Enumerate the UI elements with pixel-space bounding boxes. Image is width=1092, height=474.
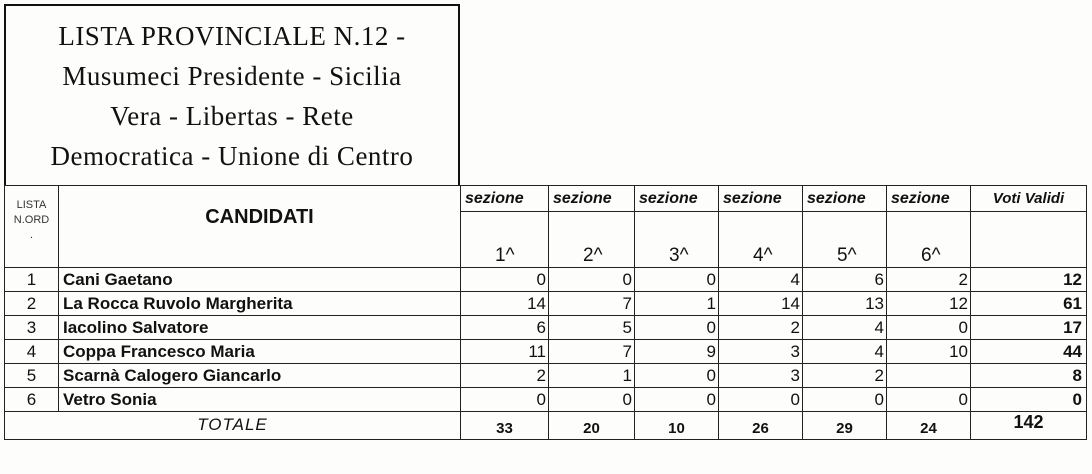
- sez-cell: 2: [461, 364, 549, 388]
- dot-label: .: [29, 229, 34, 241]
- lista-header: [5, 186, 59, 268]
- sez-cell: 3: [719, 340, 803, 364]
- voti-cell: 17: [971, 316, 1087, 340]
- title-line-4: Democratica - Unione di Centro: [50, 140, 414, 171]
- sez-cell: 3: [719, 364, 803, 388]
- voti-cell: 61: [971, 292, 1087, 316]
- sezione-number-6: 6^: [887, 212, 971, 268]
- totale-cell: 10: [635, 412, 719, 440]
- sez-cell: 7: [549, 340, 635, 364]
- row-ord: 6: [5, 388, 59, 412]
- totale-cell: 33: [461, 412, 549, 440]
- sezione-header-3: sezione: [635, 186, 719, 212]
- sez-cell: 1: [635, 292, 719, 316]
- sezione-header-5: sezione: [803, 186, 887, 212]
- sezione-header-6: sezione: [887, 186, 971, 212]
- candidate-name: La Rocca Ruvolo Margherita: [59, 292, 461, 316]
- totale-row: [5, 412, 1087, 440]
- row-ord: 3: [5, 316, 59, 340]
- totale-cell: 24: [887, 412, 971, 440]
- sezione-number-5: 5^: [803, 212, 887, 268]
- candidati-header: CANDIDATI: [59, 186, 461, 268]
- title-line-3: Vera - Libertas - Rete: [110, 100, 354, 131]
- sez-cell: 5: [549, 316, 635, 340]
- voti-cell: 8: [971, 364, 1087, 388]
- candidate-name: Iacolino Salvatore: [59, 316, 461, 340]
- candidate-name: Coppa Francesco Maria: [59, 340, 461, 364]
- sez-cell: 2: [887, 268, 971, 292]
- table-row: [5, 316, 1087, 340]
- sez-cell: 0: [549, 388, 635, 412]
- sezione-number-1: 1^: [461, 212, 549, 268]
- sez-cell: 7: [549, 292, 635, 316]
- sez-cell: 0: [635, 268, 719, 292]
- totale-label: TOTALE: [5, 412, 461, 440]
- candidate-name: Cani Gaetano: [59, 268, 461, 292]
- title-line-1: LISTA PROVINCIALE N.12 -: [58, 20, 406, 51]
- voti-validi-header: Voti Validi: [971, 186, 1087, 212]
- sez-cell: 4: [803, 316, 887, 340]
- candidate-name: Vetro Sonia: [59, 388, 461, 412]
- sez-cell: [887, 364, 971, 388]
- results-table: [4, 185, 1087, 440]
- sez-cell: 12: [887, 292, 971, 316]
- sez-cell: 0: [803, 388, 887, 412]
- sez-cell: 4: [719, 268, 803, 292]
- sezione-header-2: sezione: [549, 186, 635, 212]
- candidate-name: Scarnà Calogero Giancarlo: [59, 364, 461, 388]
- row-ord: 1: [5, 268, 59, 292]
- sezione-number-2: 2^: [549, 212, 635, 268]
- sez-cell: 13: [803, 292, 887, 316]
- sezione-header-1: sezione: [461, 186, 549, 212]
- sez-cell: 2: [803, 364, 887, 388]
- sezione-header-4: sezione: [719, 186, 803, 212]
- row-ord: 2: [5, 292, 59, 316]
- totale-cell: 20: [549, 412, 635, 440]
- sez-cell: 0: [461, 268, 549, 292]
- sez-cell: 6: [803, 268, 887, 292]
- sez-cell: 14: [461, 292, 549, 316]
- table-row: [5, 292, 1087, 316]
- voti-cell: 12: [971, 268, 1087, 292]
- table-row: [5, 388, 1087, 412]
- sez-cell: 1: [549, 364, 635, 388]
- lista-label: LISTA: [16, 199, 47, 211]
- sez-cell: 6: [461, 316, 549, 340]
- voti-cell: 44: [971, 340, 1087, 364]
- sez-cell: 0: [635, 316, 719, 340]
- totale-cell: 26: [719, 412, 803, 440]
- sez-cell: 0: [887, 316, 971, 340]
- voti-cell: 0: [971, 388, 1087, 412]
- list-title: [4, 4, 460, 185]
- sez-cell: 11: [461, 340, 549, 364]
- row-ord: 4: [5, 340, 59, 364]
- voti-validi-blank: [971, 212, 1087, 268]
- totale-voti: 142: [971, 412, 1087, 440]
- sez-cell: 0: [549, 268, 635, 292]
- totale-cell: 29: [803, 412, 887, 440]
- sez-cell: 10: [887, 340, 971, 364]
- sez-cell: 14: [719, 292, 803, 316]
- title-line-2: Musumeci Presidente - Sicilia: [62, 60, 402, 91]
- table-row: [5, 268, 1087, 292]
- row-ord: 5: [5, 364, 59, 388]
- sez-cell: 0: [719, 388, 803, 412]
- sez-cell: 9: [635, 340, 719, 364]
- sez-cell: 4: [803, 340, 887, 364]
- sezione-number-4: 4^: [719, 212, 803, 268]
- sez-cell: 0: [887, 388, 971, 412]
- nord-label: N.ORD: [13, 214, 50, 226]
- sez-cell: 0: [635, 364, 719, 388]
- sez-cell: 0: [635, 388, 719, 412]
- table-row: [5, 364, 1087, 388]
- table-row: [5, 340, 1087, 364]
- sez-cell: 0: [461, 388, 549, 412]
- sez-cell: 2: [719, 316, 803, 340]
- sezione-number-3: 3^: [635, 212, 719, 268]
